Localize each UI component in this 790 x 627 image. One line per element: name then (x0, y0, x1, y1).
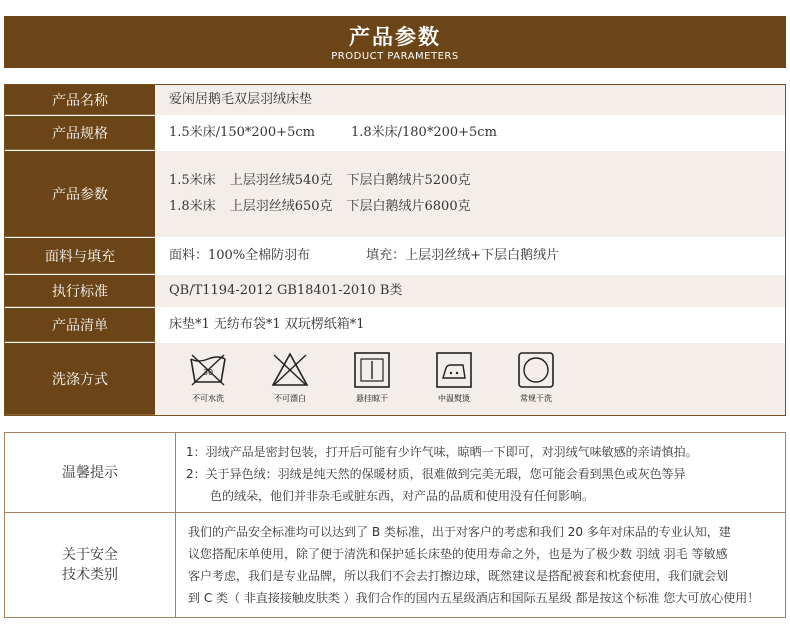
care-caption: 中温熨烫 (438, 394, 470, 403)
section-subtitle: PRODUCT PARAMETERS (331, 51, 459, 62)
row-care (5, 343, 785, 415)
notes-table (4, 432, 786, 618)
safety-label-line: 技术类别 (62, 567, 118, 583)
standard-value: QB/T1194-2012 GB18401-2010 B类 (169, 283, 403, 298)
p1-size: 1.5米床 (169, 173, 216, 188)
tip-line: 1：羽绒产品是密封包装，打开后可能有少许气味，晾晒一下即可，对羽绒气味敏感的亲请慎拍。 (186, 445, 698, 459)
tips-label: 温馨提示 (5, 433, 176, 512)
p1-lower: 下层白鹅绒片5200克 (346, 173, 471, 188)
care-item (333, 351, 411, 404)
spec-b: 1.8米床/180*200+5cm (350, 125, 497, 140)
care-item (497, 351, 575, 404)
p2-size: 1.8米床 (169, 199, 216, 214)
fill-value: 填充：上层羽丝绒+下层白鹅绒片 (366, 248, 560, 263)
fabric-value: 面料：100%全棉防羽布 (169, 248, 311, 263)
hang-dry-icon (352, 351, 392, 389)
row-product-name (5, 85, 785, 116)
row-spec (5, 116, 785, 151)
parameters-table (4, 84, 786, 416)
row-value (155, 85, 785, 115)
product-name-value: 爱闲居鹅毛双层羽绒床垫 (169, 92, 313, 107)
row-value (155, 275, 785, 307)
safety-line: 客户考虑，我们是专业品牌，所以我们不会去打擦边球，既然建议是搭配被套和枕套使用，我们就会划 (188, 569, 729, 583)
row-tips (5, 433, 785, 513)
safety-line: 议您搭配床单使用，除了便于清洗和保护延长床垫的使用寿命之外，也是为了极少数 羽绒 羽毛 等敏感 (188, 547, 728, 561)
spec-a: 1.5米床/150*200+5cm (169, 125, 315, 140)
tip-line: 2：关于异色绒：羽绒是纯天然的保暖材质，很难做到完美无瑕，您可能会看到黑色或灰色等异 (186, 467, 686, 481)
row-contents (5, 308, 785, 343)
care-caption: 常规干洗 (520, 394, 552, 403)
row-value (155, 308, 785, 342)
care-caption: 不可漂白 (274, 394, 306, 403)
row-value (155, 116, 785, 150)
row-label: 产品规格 (5, 116, 155, 150)
row-label: 产品名称 (5, 85, 155, 115)
safety-text (176, 513, 785, 617)
p1-upper: 上层羽丝绒540克 (229, 173, 333, 188)
safety-line: 到 C 类（ 非直接接触皮肤类 ）我们合作的国内五星级酒店和国际五星级 都是按这个标准 您大可放心使用！ (188, 591, 760, 605)
section-title: 产品参数 (349, 25, 441, 49)
row-label: 面料与填充 (5, 238, 155, 274)
row-params (5, 151, 785, 238)
row-fabric (5, 238, 785, 275)
row-label: 产品参数 (5, 151, 155, 237)
care-item (169, 351, 247, 404)
medium-iron-icon (434, 351, 474, 389)
row-value (155, 151, 785, 237)
safety-line: 我们的产品安全标准均可以达到了 B 类标准，出于对客户的考虑和我们 20 多年对床品的专业认知，建 (188, 525, 731, 539)
care-icons (155, 343, 785, 415)
care-caption: 不可水洗 (192, 394, 224, 403)
tips-text (176, 433, 785, 512)
care-item (251, 351, 329, 404)
safety-label-line: 关于安全 (62, 547, 118, 563)
safety-label (5, 513, 176, 617)
row-label: 产品清单 (5, 308, 155, 342)
care-item (415, 351, 493, 404)
no-machine-wash-icon (188, 351, 228, 389)
p2-upper: 上层羽丝绒650克 (229, 199, 333, 214)
row-value (155, 238, 785, 274)
wash-temp-label: 30 (202, 368, 214, 377)
no-bleach-icon (270, 351, 310, 389)
care-caption: 悬挂晾干 (356, 394, 388, 403)
section-header (4, 16, 786, 68)
row-standard (5, 275, 785, 308)
p2-lower: 下层白鹅绒片6800克 (346, 199, 471, 214)
row-label: 洗涤方式 (5, 343, 155, 415)
contents-value: 床垫*1 无纺布袋*1 双玩楞纸箱*1 (169, 317, 365, 332)
tip-line: 色的绒朵，他们并非杂毛或脏东西，对产品的品质和使用没有任何影响。 (210, 489, 595, 503)
row-label: 执行标准 (5, 275, 155, 307)
row-safety (5, 513, 785, 617)
dry-clean-icon (516, 351, 556, 389)
